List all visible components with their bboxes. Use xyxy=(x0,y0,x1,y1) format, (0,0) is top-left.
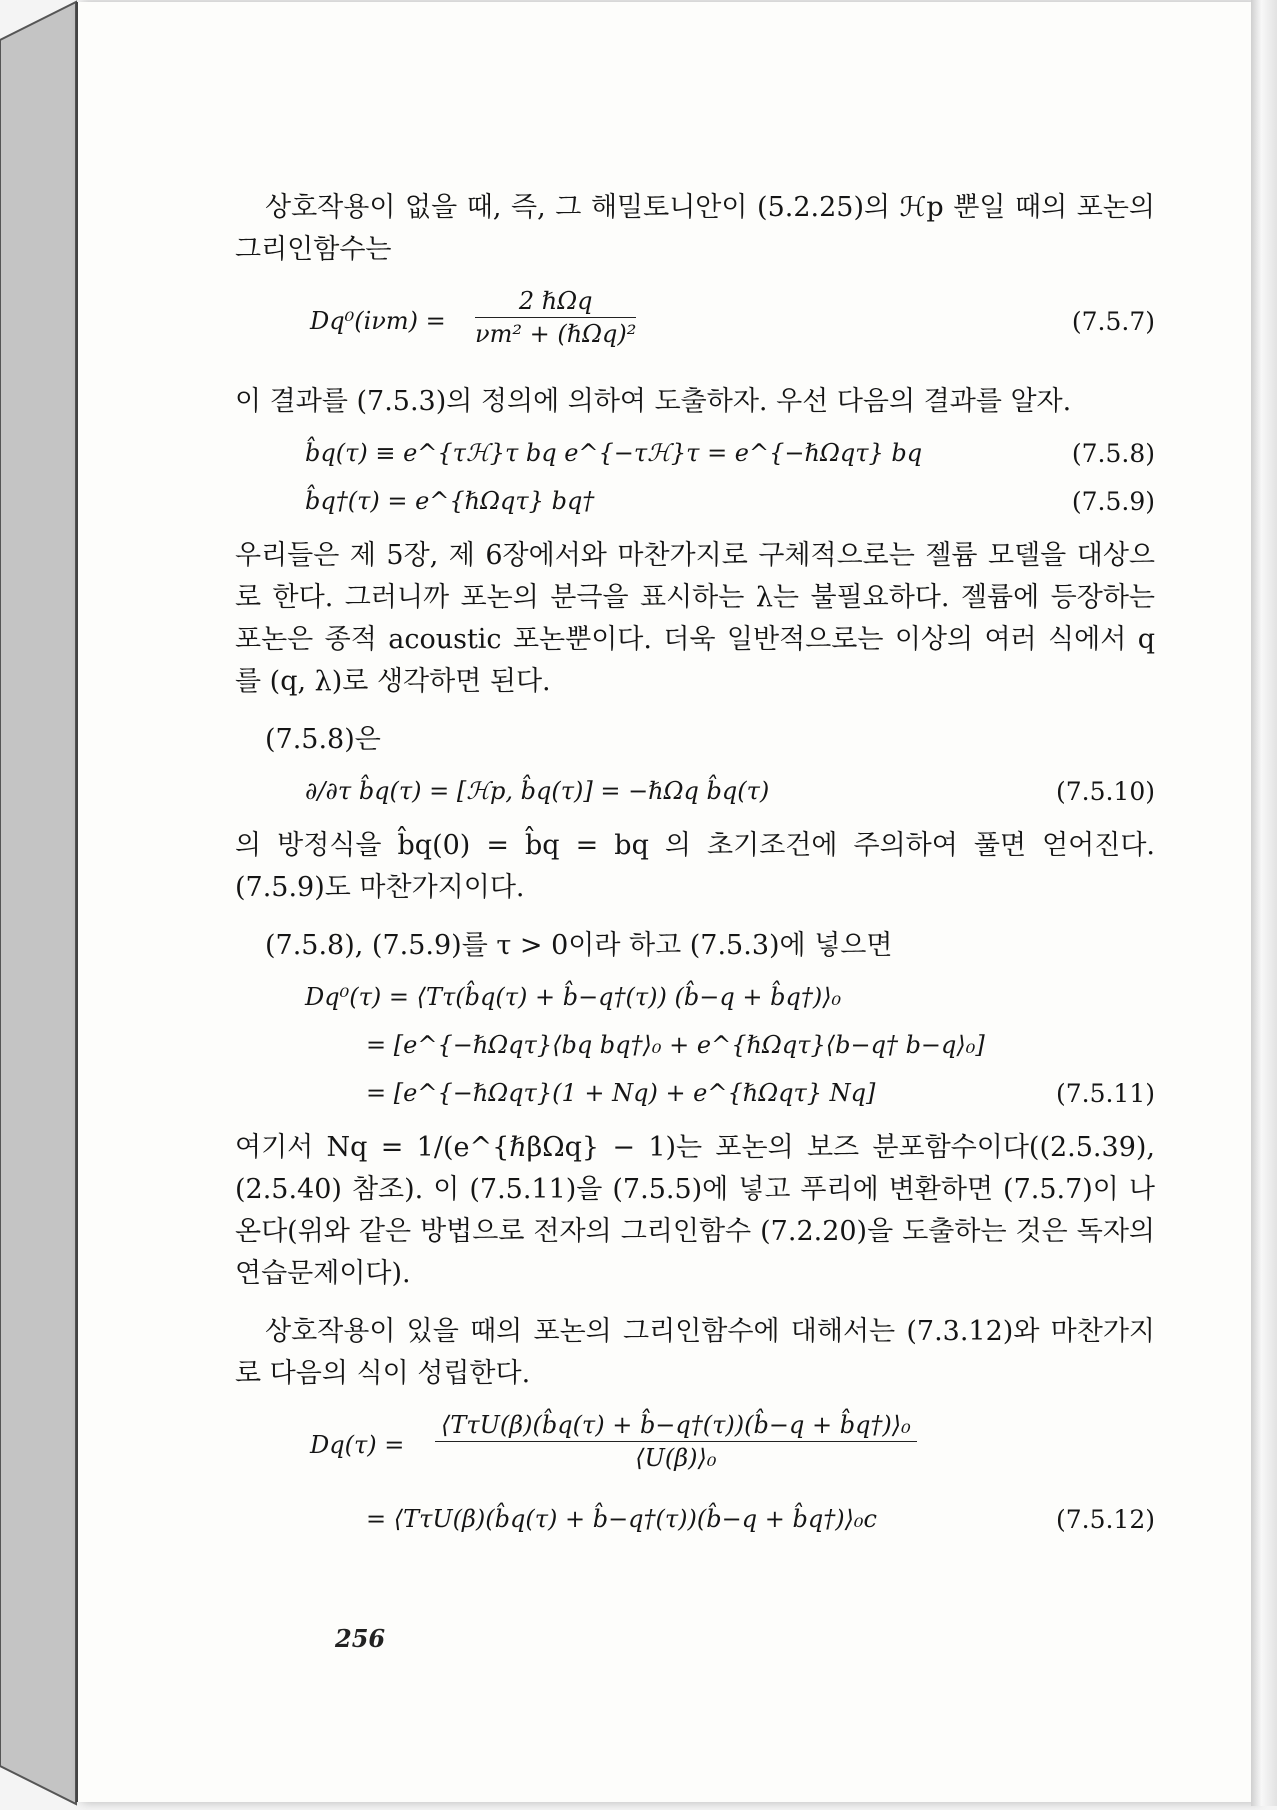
equation-number: (7.5.8) xyxy=(1071,439,1155,468)
equation-lhs: Dq⁰(iνm) = xyxy=(310,307,446,335)
fraction-denominator: νm² + (ℏΩq)² xyxy=(475,320,637,348)
fraction-equation xyxy=(235,1411,1155,1495)
equation-number: (7.5.9) xyxy=(1071,487,1155,516)
fraction-denominator: ⟨U(β)⟩₀ xyxy=(635,1444,717,1472)
body-paragraph: 우리들은 제 5장, 제 6장에서와 마찬가지로 구체적으로는 젤륨 모델을 대상으로 한다. 그러니까 포논의 분극을 표시하는 λ는 불필요하다. 젤륨에 등장하는 포논은 종적 acoustic 포논뿐이다. 더욱 일반적으로는 이상의 여러 식에서 q를 (q, λ)로 생각하면 된다. xyxy=(235,540,1155,697)
book-spine xyxy=(0,0,78,1806)
fraction-numerator: ⟨TτU(β)(b̂q(τ) + b̂−q†(τ))(b̂−q + b̂q†)⟩₀ xyxy=(435,1411,917,1442)
fraction xyxy=(475,287,636,348)
equation-expression: Dq⁰(τ) = ⟨Tτ(b̂q(τ) + b̂−q†(τ)) (b̂−q + b̂q†)⟩₀ xyxy=(305,983,842,1011)
equation-lhs: Dq(τ) = xyxy=(310,1431,405,1459)
equation-number: (7.5.10) xyxy=(1055,777,1155,806)
equation xyxy=(235,487,1155,531)
equation-expression: b̂q†(τ) = e^{ℏΩqτ} bq† xyxy=(305,487,595,515)
page-content xyxy=(235,187,1155,1553)
equation xyxy=(235,439,1155,483)
body-paragraph: 의 방정식을 b̂q(0) = b̂q = bq 의 초기조건에 주의하여 풀면 얻어진다. (7.5.9)도 마찬가지이다. xyxy=(235,830,1155,903)
equation xyxy=(235,1031,1155,1075)
page-number: 256 xyxy=(335,1624,386,1653)
book-page xyxy=(76,2,1253,1802)
fraction-equation xyxy=(235,287,1155,371)
body-paragraph: (7.5.8), (7.5.9)를 τ > 0이라 하고 (7.5.3)에 넣으면 xyxy=(265,930,893,961)
body-paragraph: 상호작용이 있을 때의 포논의 그리인함수에 대해서는 (7.3.12)와 마찬가지로 다음의 식이 성립한다. xyxy=(235,1316,1155,1389)
body-paragraph: 이 결과를 (7.5.3)의 정의에 의하여 도출하자. 우선 다음의 결과를 알자. xyxy=(235,386,1072,417)
body-paragraph: 여기서 Nq = 1/(e^{ℏβΩq} − 1)는 포논의 보즈 분포함수이다((2.5.39), (2.5.40) 참조). 이 (7.5.11)을 (7.5.5)에 넣고 푸리에 변환하면 (7.5.7)이 나온다(위와 같은 방법으로 전자의 그리인함수 (7.2.20)을 도출하는 것은 독자의 연습문제이다). xyxy=(235,1132,1155,1289)
equation-expression: b̂q(τ) ≡ e^{τℋ}τ bq e^{−τℋ}τ = e^{−ℏΩqτ} bq xyxy=(305,439,923,467)
equation xyxy=(235,777,1155,821)
page-edge xyxy=(1251,0,1277,1806)
equation-number: (7.5.12) xyxy=(1055,1505,1155,1534)
body-paragraph: 상호작용이 없을 때, 즉, 그 해밀토니안이 (5.2.25)의 ℋp 뿐일 때의 포논의 그리인함수는 xyxy=(235,192,1155,265)
equation-expression: = [e^{−ℏΩqτ}⟨bq bq†⟩₀ + e^{ℏΩqτ}⟨b−q† b−q⟩₀] xyxy=(305,1031,985,1059)
equation-expression: ∂/∂τ b̂q(τ) = [ℋp, b̂q(τ)] = −ℏΩq b̂q(τ) xyxy=(305,777,770,805)
fraction-numerator: 2 ℏΩq xyxy=(475,287,636,318)
body-paragraph: (7.5.8)은 xyxy=(265,724,381,755)
equation-expression: = ⟨TτU(β)(b̂q(τ) + b̂−q†(τ))(b̂−q + b̂q†)⟩₀c xyxy=(305,1505,877,1533)
equation xyxy=(235,1505,1155,1549)
equation xyxy=(235,1079,1155,1123)
equation-expression: = [e^{−ℏΩqτ}(1 + Nq) + e^{ℏΩqτ} Nq] xyxy=(305,1079,876,1107)
equation xyxy=(235,983,1155,1027)
fraction xyxy=(435,1411,917,1472)
equation-number: (7.5.11) xyxy=(1055,1079,1155,1108)
equation-number: (7.5.7) xyxy=(1071,307,1155,336)
